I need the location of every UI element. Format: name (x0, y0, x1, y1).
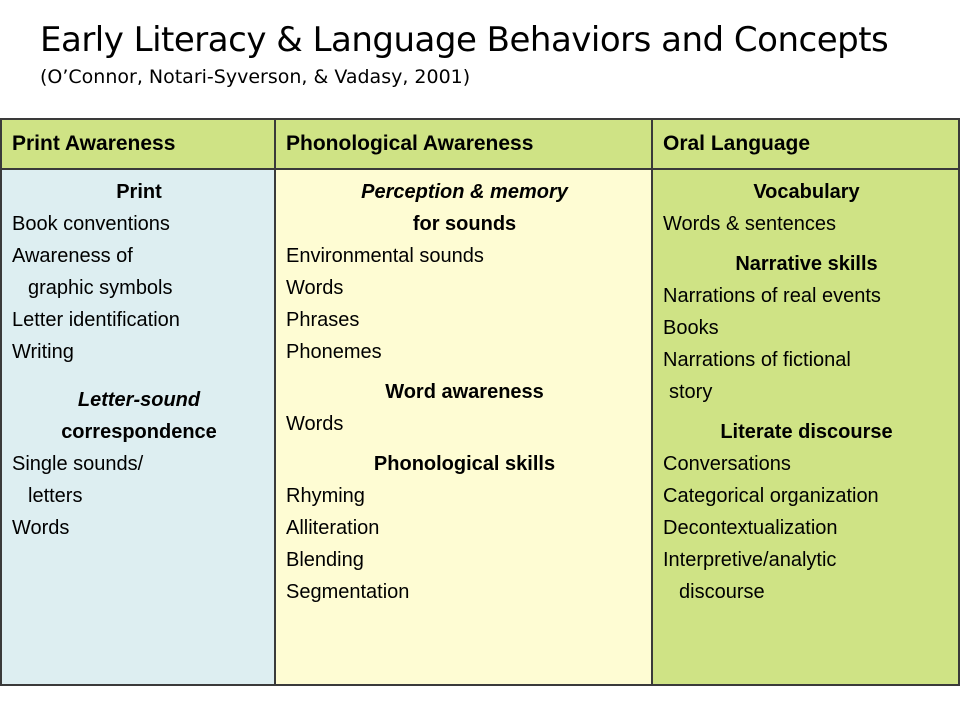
concepts-table (0, 118, 960, 686)
section-heading-vocabulary: Vocabulary (753, 181, 860, 203)
list-item: Segmentation (286, 581, 410, 603)
section-heading-word-awareness: Word awareness (385, 381, 544, 403)
section-heading-narrative-skills: Narrative skills (735, 253, 878, 275)
list-item: letters (28, 485, 83, 507)
list-item: Phonemes (286, 341, 382, 363)
section-heading-perception-memory: Perception & memory (361, 181, 568, 203)
page-subtitle: (O’Connor, Notari-Syverson, & Vadasy, 2001) (40, 66, 471, 88)
page-title: Early Literacy & Language Behaviors and Concepts (40, 20, 889, 60)
column-print-awareness (1, 169, 275, 685)
list-item: Book conventions (12, 213, 170, 235)
list-item: Single sounds/ (12, 453, 144, 475)
list-item: Interpretive/analytic (663, 549, 837, 571)
list-item: Awareness of (12, 245, 133, 267)
list-item: graphic symbols (28, 277, 173, 299)
list-item: Environmental sounds (286, 245, 484, 267)
section-heading-phonological-skills: Phonological skills (373, 453, 556, 475)
section-heading-correspondence: correspondence (61, 421, 217, 443)
list-item: Letter identification (12, 309, 180, 331)
list-item: Categorical organization (663, 485, 879, 507)
list-item: Words (12, 517, 70, 539)
section-heading-literate-discourse: Literate discourse (720, 421, 893, 443)
column-phonological-awareness (275, 169, 652, 685)
list-item: Blending (286, 549, 364, 571)
list-item: Conversations (663, 453, 791, 475)
column-heading-print-awareness: Print Awareness (1, 119, 275, 169)
list-item: Alliteration (286, 517, 380, 539)
section-heading-letter-sound: Letter-sound (77, 389, 201, 411)
list-item: Rhyming (286, 485, 365, 507)
list-item: story (669, 381, 713, 403)
list-item: discourse (679, 581, 765, 603)
table-header-row (1, 119, 959, 169)
table-body-row (1, 169, 959, 685)
section-heading-print: Print (116, 181, 162, 203)
list-item: Writing (12, 341, 74, 363)
column-oral-language (652, 169, 959, 685)
column-heading-oral-language: Oral Language (652, 119, 959, 169)
list-item: Words (286, 413, 344, 435)
list-item: Words (286, 277, 344, 299)
list-item: Phrases (286, 309, 360, 331)
column-heading-phonological-awareness: Phonological Awareness (275, 119, 652, 169)
section-heading-for-sounds: for sounds (412, 213, 517, 235)
list-item: Decontextualization (663, 517, 838, 539)
list-item: Books (663, 317, 719, 339)
list-item: Words & sentences (663, 213, 837, 235)
list-item: Narrations of real events (663, 285, 881, 307)
list-item: Narrations of fictional (663, 349, 851, 371)
